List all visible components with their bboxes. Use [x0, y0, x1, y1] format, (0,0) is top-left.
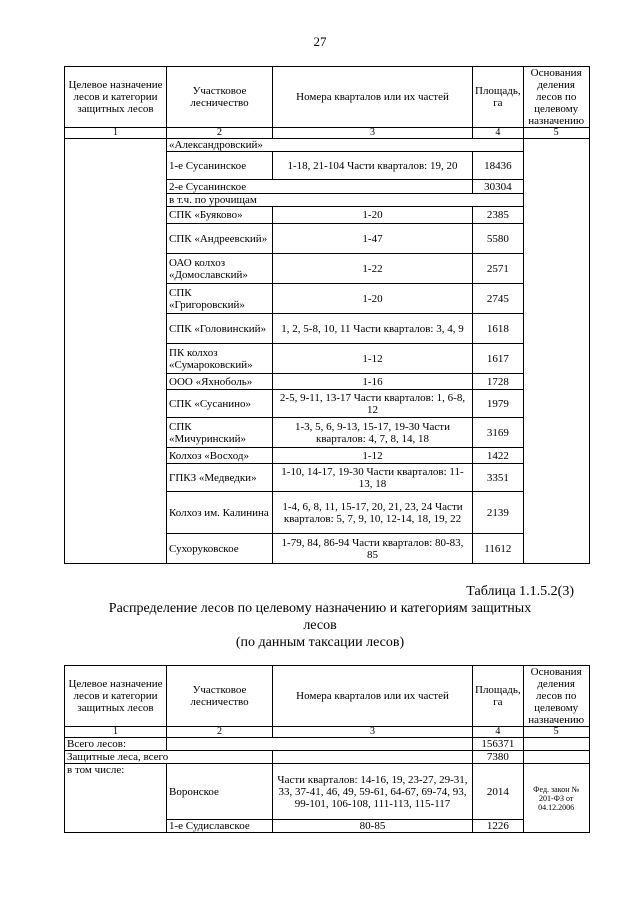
table-row: ООО «Яхноболь» 1-16 1728	[65, 374, 590, 390]
table-header-row	[65, 666, 590, 727]
table-title-line-3: (по данным таксации лесов)	[235, 635, 405, 650]
column-number-row: 1 2 3 4 5	[65, 128, 590, 139]
table-row: СПК «Буяково» 1-20 2385	[65, 207, 590, 224]
table-number: Таблица 1.1.5.2(3)	[466, 584, 574, 599]
forest-table-1	[64, 66, 590, 564]
header-area: Площадь, га	[473, 67, 524, 128]
header-purpose: Целевое назначение лесов и категории защитных лесов	[65, 67, 167, 128]
table-row: СПК «Головинский» 1, 2, 5-8, 10, 11 Части кварталов: 3, 4, 9 1618	[65, 314, 590, 344]
total-label: Всего лесов:	[65, 738, 167, 751]
table-row: СПК «Сусанино» 2-5, 9-11, 13-17 Части кварталов: 1, 6-8, 12 1979	[65, 390, 590, 418]
table-row	[65, 751, 590, 764]
table-row: СПК «Мичуринский» 1-3, 5, 6, 9-13, 15-17, 19-30 Части кварталов: 4, 7, 8, 14, 18 3169	[65, 418, 590, 448]
table-header-row	[65, 67, 590, 128]
table-row: СПК «Григоровский» 1-20 2745	[65, 284, 590, 314]
header-quarters: Номера кварталов или их частей	[273, 666, 473, 727]
table-row: Колхоз «Восход» 1-12 1422	[65, 448, 590, 464]
table-row: «Александровский»	[65, 139, 590, 152]
header-quarters: Номера кварталов или их частей	[273, 67, 473, 128]
header-basis: Основания деления лесов по целевому назначению	[523, 666, 589, 727]
header-forestry: Участковое лесничество	[167, 67, 273, 128]
table-row: Сухоруковское 1-79, 84, 86-94 Части кварталов: 80-83, 85 11612	[65, 534, 590, 564]
table-row: Колхоз им. Калинина 1-4, 6, 8, 11, 15-17, 20, 21, 23, 24 Части кварталов: 5, 7, 9, 10, 12-14, 18, 19, 22 2139	[65, 492, 590, 534]
table-row: в том числе: Воронское Части кварталов: 14-16, 19, 23-27, 29-31, 33, 37-41, 46, 49, 59-61, 64-67, 69-74, 93, 99-101, 106-108, 111-113, 115-117 2014 Фед. закон № 201-ФЗ от 04.12.2006	[65, 764, 590, 820]
table-row: 2-е Сусанинское 30304	[65, 180, 590, 194]
basis-law: Фед. закон № 201-ФЗ от 04.12.2006	[523, 764, 589, 833]
forest-table-2	[64, 665, 590, 833]
column-number-row: 1 2 3 4 5	[65, 727, 590, 738]
protective-area: 7380	[473, 751, 524, 764]
header-purpose: Целевое назначение лесов и категории защитных лесов	[65, 666, 167, 727]
table-row: 1-е Сусанинское 1-18, 21-104 Части кварталов: 19, 20 18436	[65, 152, 590, 180]
table-row: СПК «Андреевский» 1-47 5580	[65, 224, 590, 254]
header-forestry: Участковое лесничество	[167, 666, 273, 727]
table-row	[65, 738, 590, 751]
table-row: ОАО колхоз «Домославский» 1-22 2571	[65, 254, 590, 284]
including-label: в том числе:	[65, 764, 167, 833]
table-row: 1-е Судиславское 80-85 1226	[65, 820, 590, 833]
header-area: Площадь, га	[473, 666, 524, 727]
page-number: 27	[313, 34, 327, 49]
basis-cell	[523, 139, 589, 564]
protective-label: Защитные леса, всего	[65, 751, 273, 764]
table-row: ПК колхоз «Сумароковский» 1-12 1617	[65, 344, 590, 374]
header-basis: Основания деления лесов по целевому назначению	[523, 67, 589, 128]
total-area: 156371	[473, 738, 524, 751]
purpose-cell	[65, 139, 167, 564]
table-row: ГПКЗ «Медведки» 1-10, 14-17, 19-30 Части кварталов: 11-13, 18 3351	[65, 464, 590, 492]
table-title-line-2: лесов	[303, 618, 337, 633]
table-row: в т.ч. по урочищам	[65, 194, 590, 207]
table-title-line-1: Распределение лесов по целевому назначению и категориям защитных	[108, 601, 532, 616]
